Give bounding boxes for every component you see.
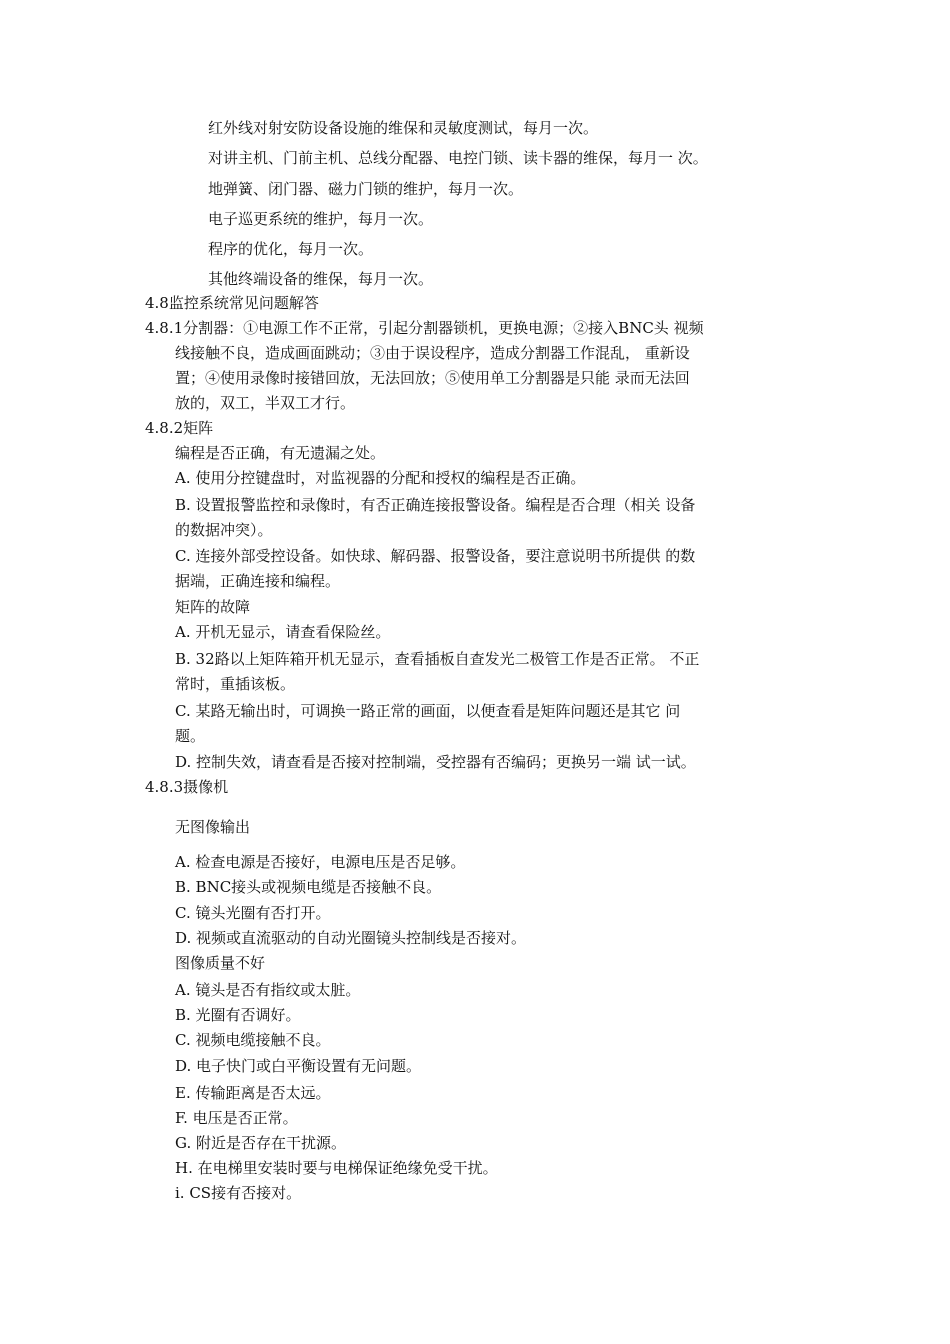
list-item-continued: 常时，重插该板。: [175, 675, 296, 693]
section-heading-4-8-2: 4.8.2矩阵: [145, 419, 214, 437]
splitter-paragraph-line: 4.8.1分割器：①电源工作不正常，引起分割器锁机，更换电源；②接入BNC头 视频: [145, 319, 704, 337]
subheading-no-image: 无图像输出: [175, 818, 251, 836]
section-heading-4-8: 4.8监控系统常见问题解答: [145, 294, 319, 312]
subheading-matrix-fault: 矩阵的故障: [175, 598, 251, 616]
list-item: A. 使用分控键盘时，对监视器的分配和授权的编程是否正确。: [175, 469, 586, 487]
list-item: D. 视频或直流驱动的自动光圈镜头控制线是否接对。: [175, 929, 527, 947]
splitter-paragraph-line: 线接触不良，造成画面跳动；③由于误设程序，造成分割器工作混乱， 重新设: [175, 344, 690, 362]
splitter-paragraph-line: 放的，双工，半双工才行。: [175, 394, 356, 412]
list-item: C. 镜头光圈有否打开。: [175, 904, 331, 922]
splitter-paragraph-line: 置；④使用录像时接错回放，无法回放；⑤使用单工分割器是只能 录而无法回: [175, 369, 690, 387]
list-item: i. CS接有否接对。: [175, 1184, 302, 1202]
list-item: C. 某路无输出时，可调换一路正常的画面，以便查看是矩阵问题还是其它 问: [175, 702, 681, 720]
list-item: B. 光圈有否调好。: [175, 1006, 301, 1024]
list-item-continued: 的数据冲突）。: [175, 521, 273, 539]
maintenance-item: 程序的优化，每月一次。: [208, 240, 374, 258]
list-item: D. 电子快门或白平衡设置有无问题。: [175, 1057, 422, 1075]
list-item-continued: 题。: [175, 727, 206, 745]
subheading-programming: 编程是否正确，有无遗漏之处。: [175, 444, 386, 462]
maintenance-item: 红外线对射安防设备设施的维保和灵敏度测试，每月一次。: [208, 119, 599, 137]
subheading-image-quality: 图像质量不好: [175, 954, 266, 972]
list-item-continued: 据端，正确连接和编程。: [175, 572, 341, 590]
list-item: B. 设置报警监控和录像时，有否正确连接报警设备。编程是否合理（相关 设备: [175, 496, 696, 514]
maintenance-item: 地弹簧、闭门器、磁力门锁的维护，每月一次。: [208, 180, 524, 198]
list-item: A. 镜头是否有指纹或太脏。: [175, 981, 361, 999]
maintenance-item: 对讲主机、门前主机、总线分配器、电控门锁、读卡器的维保，每月一 次。: [208, 149, 708, 167]
maintenance-item: 其他终端设备的维保，每月一次。: [208, 270, 434, 288]
list-item: A. 检查电源是否接好，电源电压是否足够。: [175, 853, 466, 871]
section-heading-4-8-3: 4.8.3摄像机: [145, 778, 229, 796]
list-item: E. 传输距离是否太远。: [175, 1084, 331, 1102]
list-item: C. 视频电缆接触不良。: [175, 1031, 331, 1049]
list-item: A. 开机无显示，请查看保险丝。: [175, 623, 391, 641]
list-item: B. BNC接头或视频电缆是否接触不良。: [175, 878, 442, 896]
list-item: H. 在电梯里安装时要与电梯保证绝缘免受干扰。: [175, 1159, 498, 1177]
list-item: C. 连接外部受控设备。如快球、解码器、报警设备，要注意说明书所提供 的数: [175, 547, 696, 565]
list-item: B. 32路以上矩阵箱开机无显示，查看插板自查发光二极管工作是否正常。 不正: [175, 650, 700, 668]
list-item: G. 附近是否存在干扰源。: [175, 1134, 346, 1152]
list-item: D. 控制失效，请查看是否接对控制端，受控器有否编码；更换另一端 试一试。: [175, 753, 696, 771]
list-item: F. 电压是否正常。: [175, 1109, 298, 1127]
maintenance-item: 电子巡更系统的维护，每月一次。: [208, 210, 434, 228]
